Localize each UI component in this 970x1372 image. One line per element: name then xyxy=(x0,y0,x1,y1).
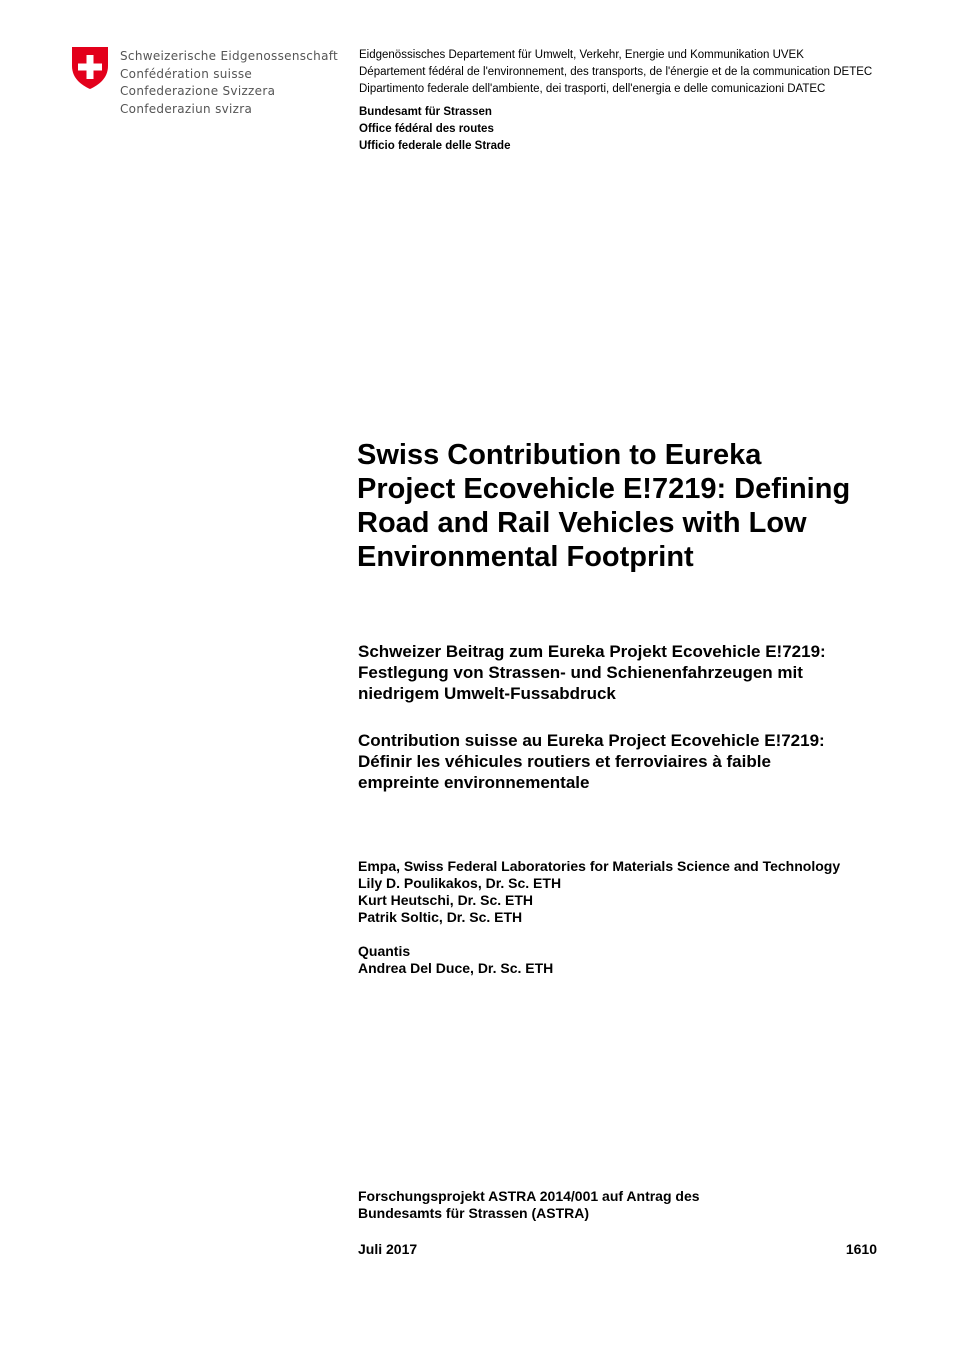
office-it: Ufficio federale delle Strade xyxy=(359,139,511,152)
subtitle-line: Définir les véhicules routiers et ferroviaires à faible xyxy=(358,752,771,771)
subtitle-french xyxy=(358,730,918,793)
subtitle-line: empreinte environnementale xyxy=(358,773,590,792)
research-line: Forschungsprojekt ASTRA 2014/001 auf Antrag des xyxy=(358,1188,700,1204)
department-fr: Département fédéral de l'environnement, des transports, de l'énergie et de la communication DETEC xyxy=(359,65,873,78)
institution-name: Quantis xyxy=(358,943,411,959)
subtitle-line: Contribution suisse au Eureka Project Ecovehicle E!7219: xyxy=(358,731,825,750)
authors-empa xyxy=(358,858,840,926)
institution-name: Empa, Swiss Federal Laboratories for Materials Science and Technology xyxy=(358,858,841,874)
confederation-name-rm: Confederaziun svizra xyxy=(120,101,253,116)
swiss-coat-of-arms-icon xyxy=(70,46,110,90)
office-block xyxy=(359,104,510,154)
author-name: Lily D. Poulikakos, Dr. Sc. ETH xyxy=(358,875,562,891)
confederation-names xyxy=(120,48,338,118)
research-line: Bundesamts für Strassen (ASTRA) xyxy=(358,1205,590,1221)
report-number: 1610 xyxy=(845,1241,877,1257)
cross-horizontal-bar xyxy=(78,64,102,71)
title-line: Road and Rail Vehicles with Low xyxy=(357,507,807,539)
subtitle-line: Schweizer Beitrag zum Eureka Projekt Ecovehicle E!7219: xyxy=(358,642,826,661)
title-line: Swiss Contribution to Eureka xyxy=(357,439,762,471)
author-name: Patrik Soltic, Dr. Sc. ETH xyxy=(358,909,523,925)
author-name: Kurt Heutschi, Dr. Sc. ETH xyxy=(358,892,534,908)
author-name: Andrea Del Duce, Dr. Sc. ETH xyxy=(358,960,554,976)
subtitle-line: niedrigem Umwelt-Fussabdruck xyxy=(358,684,616,703)
publication-date: Juli 2017 xyxy=(358,1241,418,1257)
title-line: Project Ecovehicle E!7219: Defining xyxy=(357,473,851,505)
subtitle-line: Festlegung von Strassen- und Schienenfahrzeugen mit xyxy=(358,663,803,682)
confederation-name-it: Confederazione Svizzera xyxy=(120,84,276,98)
authors-quantis xyxy=(358,943,553,977)
office-fr: Office fédéral des routes xyxy=(359,122,494,135)
department-it: Dipartimento federale dell'ambiente, dei trasporti, dell'energia e delle comunicazioni DATEC xyxy=(359,82,826,95)
subtitle-german xyxy=(358,641,918,704)
confederation-name-fr: Confédération suisse xyxy=(120,66,253,81)
report-title xyxy=(357,438,917,574)
research-project-note xyxy=(358,1188,700,1222)
department-de: Eidgenössisches Departement für Umwelt, Verkehr, Energie und Kommunikation UVEK xyxy=(359,49,804,61)
department-block xyxy=(359,47,872,97)
title-line: Environmental Footprint xyxy=(357,541,694,573)
confederation-name-de: Schweizerische Eidgenossenschaft xyxy=(120,49,339,63)
office-de: Bundesamt für Strassen xyxy=(359,106,492,118)
